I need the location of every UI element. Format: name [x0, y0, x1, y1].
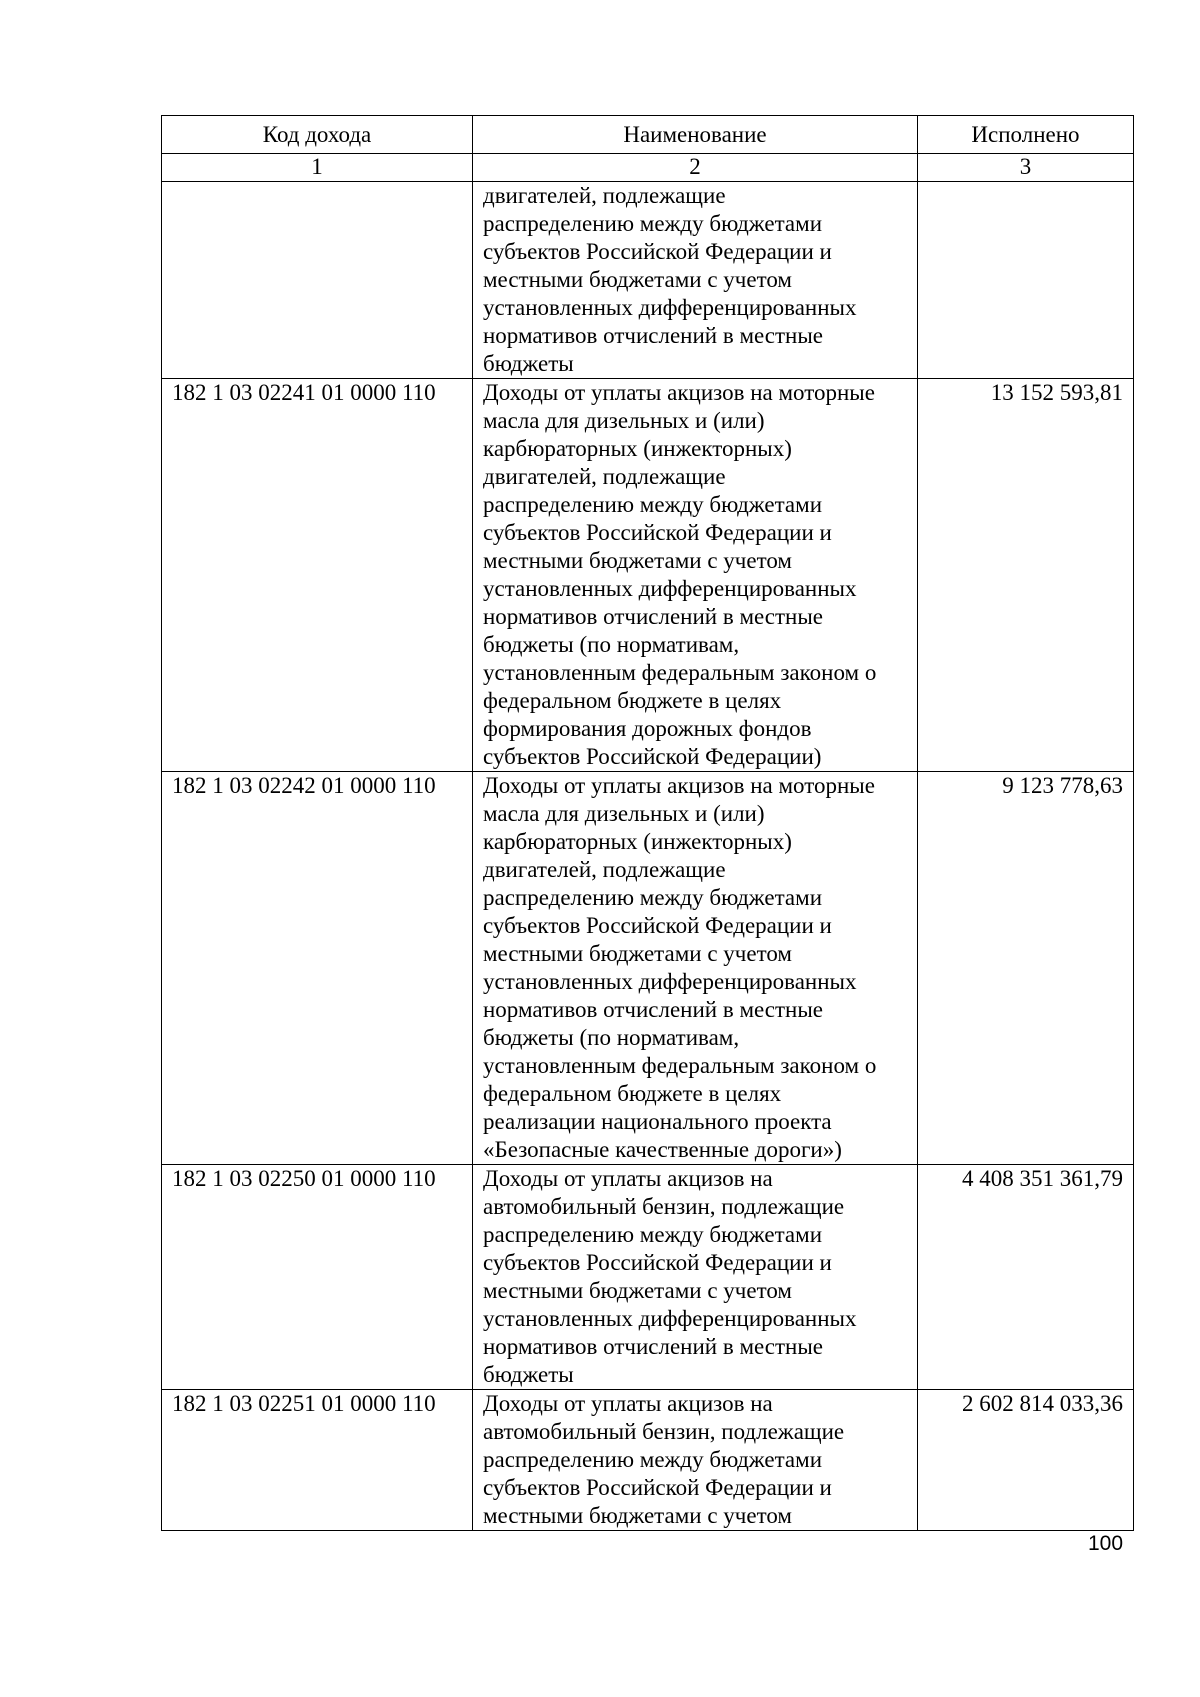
revenue-name-line: Доходы от уплаты акцизов на: [483, 1391, 773, 1416]
column-header-code: Код дохода: [162, 116, 473, 154]
revenue-name-line: установленным федеральным законом о: [483, 1053, 877, 1078]
revenue-name-line: местными бюджетами с учетом: [483, 1503, 792, 1528]
revenue-name-line: бюджеты: [483, 351, 574, 376]
revenue-name-line: распределению между бюджетами: [483, 885, 823, 910]
revenue-name-line: автомобильный бензин, подлежащие: [483, 1419, 845, 1444]
revenue-name-line: «Безопасные качественные дороги»): [483, 1137, 842, 1162]
revenue-name-line: карбюраторных (инжекторных): [483, 436, 792, 461]
revenue-name-line: установленным федеральным законом о: [483, 660, 877, 685]
revenue-table: [161, 115, 1134, 1531]
revenue-name-line: местными бюджетами с учетом: [483, 941, 792, 966]
revenue-name-line: нормативов отчислений в местные: [483, 323, 824, 348]
revenue-name-line: реализации национального проекта: [483, 1109, 832, 1134]
executed-amount-cell: 13 152 593,81: [918, 379, 1134, 772]
revenue-name-line: нормативов отчислений в местные: [483, 1334, 824, 1359]
column-header-name: Наименование: [473, 116, 918, 154]
revenue-name-line: субъектов Российской Федерации и: [483, 913, 832, 938]
column-number-2: 2: [473, 154, 918, 182]
column-number-3: 3: [918, 154, 1134, 182]
revenue-name-line: бюджеты (по нормативам,: [483, 1025, 740, 1050]
revenue-name-line: установленных дифференцированных: [483, 1306, 857, 1331]
revenue-name-line: субъектов Российской Федерации и: [483, 239, 832, 264]
revenue-name-line: субъектов Российской Федерации и: [483, 1475, 832, 1500]
column-number-1: 1: [162, 154, 473, 182]
revenue-name-line: субъектов Российской Федерации и: [483, 520, 832, 545]
revenue-name-cell: [473, 1390, 918, 1531]
revenue-name-line: бюджеты: [483, 1362, 574, 1387]
executed-amount-cell: 4 408 351 361,79: [918, 1165, 1134, 1390]
revenue-name-line: субъектов Российской Федерации и: [483, 1250, 832, 1275]
revenue-code-cell: 182 1 03 02251 01 0000 110: [162, 1390, 473, 1531]
revenue-name-line: двигателей, подлежащие: [483, 857, 726, 882]
revenue-name-line: распределению между бюджетами: [483, 492, 823, 517]
revenue-name-line: федеральном бюджете в целях: [483, 1081, 782, 1106]
table-header-row: [162, 116, 1134, 154]
table-row: [162, 1390, 1134, 1531]
revenue-name-line: масла для дизельных и (или): [483, 408, 765, 433]
revenue-name-cell: [473, 182, 918, 379]
column-header-amount: Исполнено: [918, 116, 1134, 154]
revenue-name-line: субъектов Российской Федерации): [483, 744, 822, 769]
table-row: [162, 182, 1134, 379]
executed-amount-cell: 9 123 778,63: [918, 772, 1134, 1165]
revenue-name-line: Доходы от уплаты акцизов на моторные: [483, 380, 875, 405]
revenue-name-line: автомобильный бензин, подлежащие: [483, 1194, 845, 1219]
revenue-name-line: бюджеты (по нормативам,: [483, 632, 740, 657]
revenue-name-line: установленных дифференцированных: [483, 295, 857, 320]
revenue-code-cell: [162, 182, 473, 379]
revenue-name-line: установленных дифференцированных: [483, 969, 857, 994]
revenue-name-line: распределению между бюджетами: [483, 1447, 823, 1472]
revenue-name-line: Доходы от уплаты акцизов на моторные: [483, 773, 875, 798]
column-number-row: [162, 154, 1134, 182]
revenue-name-line: распределению между бюджетами: [483, 211, 823, 236]
revenue-name-line: Доходы от уплаты акцизов на: [483, 1166, 773, 1191]
revenue-name-line: двигателей, подлежащие: [483, 464, 726, 489]
revenue-name-line: нормативов отчислений в местные: [483, 604, 824, 629]
table-body: [162, 182, 1134, 1531]
revenue-name-line: местными бюджетами с учетом: [483, 267, 792, 292]
executed-amount-cell: [918, 182, 1134, 379]
revenue-code-cell: 182 1 03 02241 01 0000 110: [162, 379, 473, 772]
revenue-name-line: федеральном бюджете в целях: [483, 688, 782, 713]
table-row: [162, 379, 1134, 772]
revenue-name-line: установленных дифференцированных: [483, 576, 857, 601]
revenue-name-cell: [473, 1165, 918, 1390]
revenue-name-line: местными бюджетами с учетом: [483, 1278, 792, 1303]
revenue-name-line: распределению между бюджетами: [483, 1222, 823, 1247]
revenue-code-cell: 182 1 03 02242 01 0000 110: [162, 772, 473, 1165]
revenue-name-cell: [473, 772, 918, 1165]
revenue-name-cell: [473, 379, 918, 772]
revenue-name-line: нормативов отчислений в местные: [483, 997, 824, 1022]
revenue-name-line: карбюраторных (инжекторных): [483, 829, 792, 854]
revenue-name-line: двигателей, подлежащие: [483, 183, 726, 208]
executed-amount-cell: 2 602 814 033,36: [918, 1390, 1134, 1531]
revenue-code-cell: 182 1 03 02250 01 0000 110: [162, 1165, 473, 1390]
page-number: 100: [1088, 1532, 1124, 1555]
revenue-name-line: масла для дизельных и (или): [483, 801, 765, 826]
table-row: [162, 772, 1134, 1165]
revenue-name-line: местными бюджетами с учетом: [483, 548, 792, 573]
table-row: [162, 1165, 1134, 1390]
revenue-name-line: формирования дорожных фондов: [483, 716, 812, 741]
